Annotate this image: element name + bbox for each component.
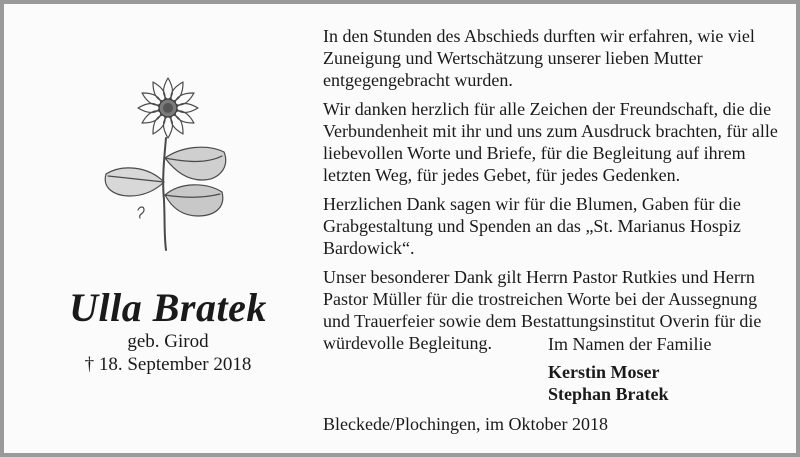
signature-intro: Im Namen der Familie [548, 334, 712, 354]
message-paragraph: Wir danken herzlich für alle Zeichen der Freundschaft, die die Verbundenheit mit ihr und uns zum Ausdruck brachten, für alle liebevollen Worte und Briefe, für die Begleitung auf ihrem letzten Weg, für jedes Gebet, für jedes Gedenken. [323, 99, 778, 185]
message-paragraph: Herzlichen Dank sagen wir für die Blumen, Gaben für die Grabgestaltung und Spenden an das „St. Marianus Hospiz Bardowick“. [323, 194, 741, 258]
sunflower-drawing-icon [90, 70, 240, 252]
message-paragraph: In den Stunden des Abschieds durften wir erfahren, wie viel Zuneigung und Wertschätzung unserer lieben Mutter entgegengebracht wurden. [323, 26, 755, 90]
family-signature [548, 333, 711, 405]
deceased-name: Ulla Bratek [69, 285, 267, 330]
death-date: † 18. September 2018 [84, 354, 252, 375]
birth-name: geb. Girod [127, 331, 209, 352]
place-date: Bleckede/Plochingen, im Oktober 2018 [323, 414, 608, 434]
signature-name: Kerstin Moser [548, 362, 660, 382]
signature-name: Stephan Bratek [548, 384, 669, 404]
message-paragraph: Unser besonderer Dank gilt Herrn Pastor Rutkies und Herrn Pastor Müller für die trostreichen Worte bei der Aussegnung und Trauerfeier sowie dem Bestattungsinstitut Overin für die würdevolle Begleitung. [323, 267, 762, 353]
left-column [8, 8, 308, 457]
message-column [323, 25, 787, 361]
